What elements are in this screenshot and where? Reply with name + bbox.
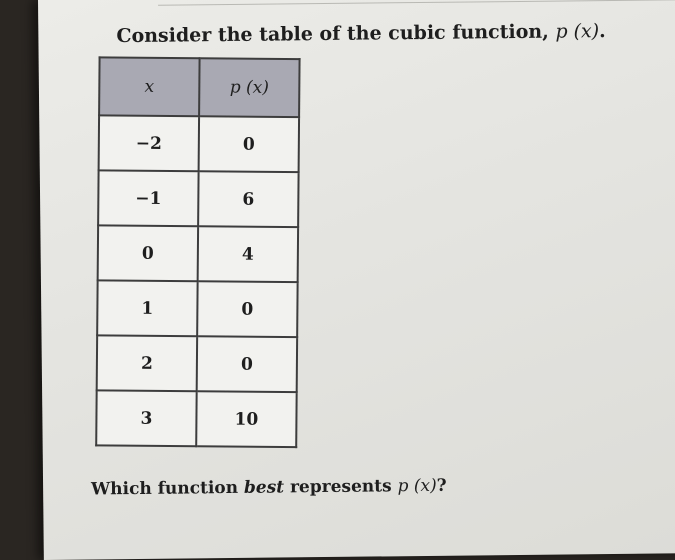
subquestion-function-notation: p (x) bbox=[397, 475, 437, 497]
values-table bbox=[95, 56, 300, 448]
page-rule bbox=[158, 0, 675, 6]
cell-x: −2 bbox=[99, 115, 199, 171]
table-row bbox=[97, 280, 297, 337]
subquestion-middle: represents bbox=[284, 476, 398, 498]
cell-px: 10 bbox=[196, 391, 296, 447]
cell-x: 0 bbox=[98, 225, 198, 281]
cell-x: 3 bbox=[96, 390, 196, 446]
table-row bbox=[96, 390, 296, 447]
cell-px: 6 bbox=[198, 171, 298, 227]
table-row bbox=[98, 170, 298, 227]
cell-x: −1 bbox=[98, 170, 198, 226]
table-row bbox=[98, 225, 298, 282]
worksheet-page bbox=[38, 0, 675, 560]
cell-px: 0 bbox=[197, 281, 297, 337]
cell-px: 4 bbox=[198, 226, 298, 282]
cell-x: 2 bbox=[97, 335, 197, 391]
cell-px: 0 bbox=[199, 116, 299, 172]
table-row bbox=[99, 115, 299, 172]
subquestion-lead: Which function bbox=[91, 477, 245, 500]
cell-px: 0 bbox=[197, 336, 297, 392]
subquestion-mark: ? bbox=[436, 475, 447, 496]
subquestion-text bbox=[91, 476, 447, 500]
header-x: x bbox=[99, 57, 200, 116]
table-header-row bbox=[99, 57, 299, 117]
question-lead: Consider the table of the cubic function, bbox=[116, 20, 556, 48]
question-text bbox=[116, 20, 606, 47]
question-period: . bbox=[599, 20, 606, 43]
table-row bbox=[97, 335, 297, 392]
subquestion-emphasis: best bbox=[243, 477, 285, 498]
cell-x: 1 bbox=[97, 280, 197, 336]
header-px: p (x) bbox=[199, 58, 300, 117]
function-notation: p (x) bbox=[555, 20, 600, 43]
